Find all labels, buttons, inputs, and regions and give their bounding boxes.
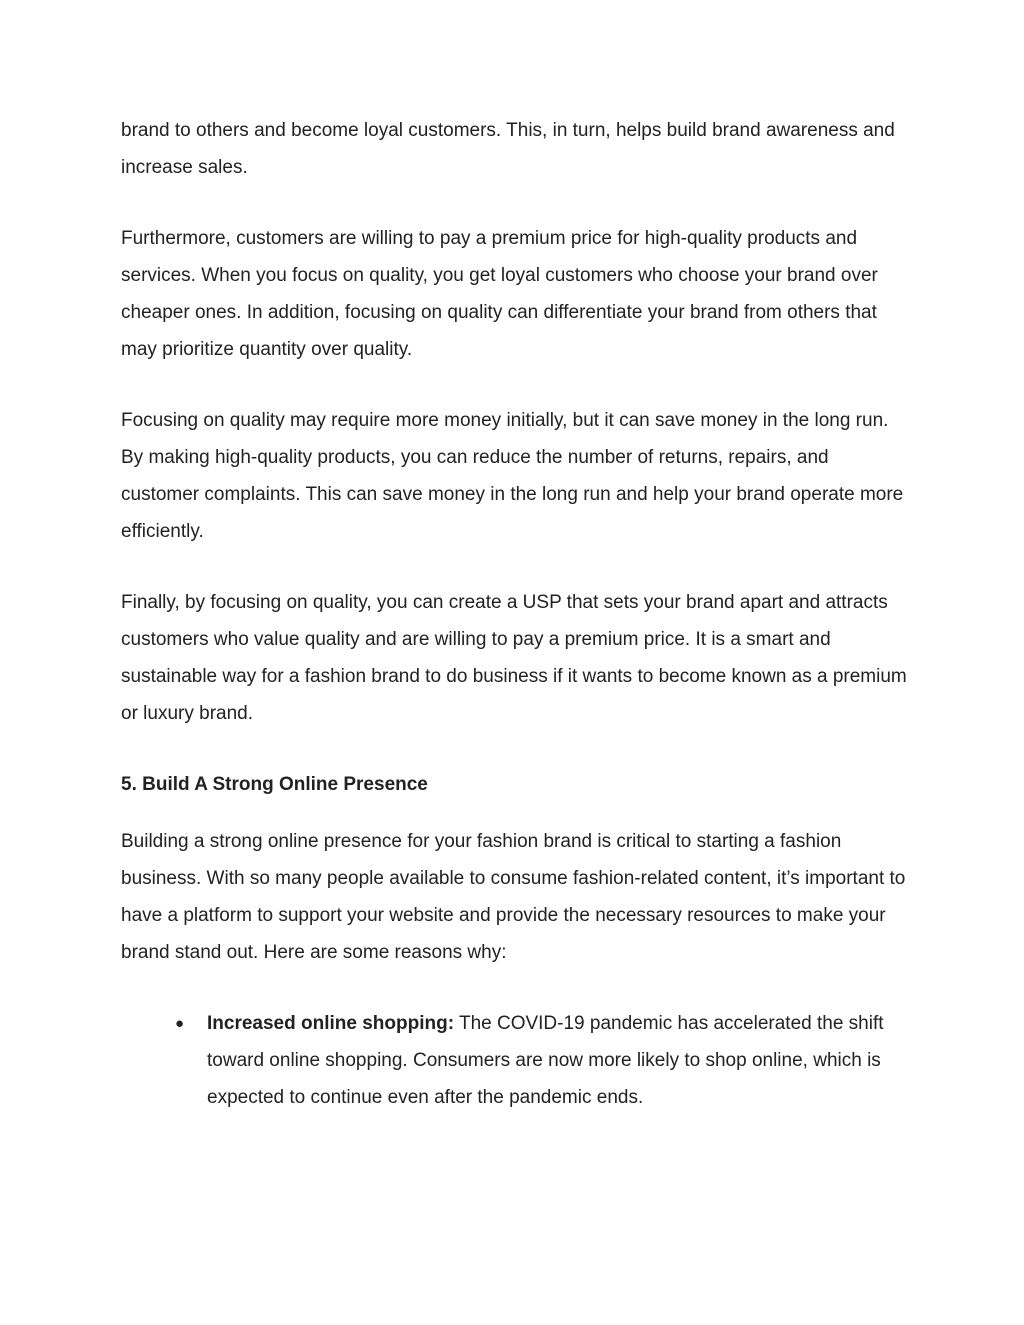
paragraph: Focusing on quality may require more money initially, but it can save money in the long run. By making high-quality products, you can reduce the number of returns, repairs, and customer complaints. This can save money in the long run and help your brand operate more efficiently.	[121, 410, 904, 542]
bullet-item	[175, 1005, 911, 1116]
paragraph: brand to others and become loyal customers. This, in turn, helps build brand awareness and increase sales.	[121, 120, 895, 178]
section-heading: 5. Build A Strong Online Presence	[121, 774, 428, 795]
section-intro: Building a strong online presence for your fashion brand is critical to starting a fashion business. With so many people available to consume fashion-related content, it’s important to have a platform to support your website and provide the necessary resources to make your brand stand out. Here are some reasons why:	[121, 831, 906, 963]
paragraph: Finally, by focusing on quality, you can create a USP that sets your brand apart and attracts customers who value quality and are willing to pay a premium price. It is a smart and sustainable way for a fashion brand to do business if it wants to become known as a premium or luxury brand.	[121, 592, 907, 724]
bullet-term: Increased online shopping:	[207, 1013, 455, 1034]
document-page	[121, 112, 911, 1116]
bullet-list	[121, 1005, 911, 1116]
bullet-dot-icon: ●	[175, 1015, 185, 1032]
bullet-text: The COVID-19 pandemic has accelerated the shift toward online shopping. Consumers are now more likely to shop online, which is expected to continue even after the pandemic ends.	[207, 1013, 884, 1108]
paragraph: Furthermore, customers are willing to pay a premium price for high-quality products and services. When you focus on quality, you get loyal customers who choose your brand over cheaper ones. In addition, focusing on quality can differentiate your brand from others that may prioritize quantity over quality.	[121, 228, 878, 360]
